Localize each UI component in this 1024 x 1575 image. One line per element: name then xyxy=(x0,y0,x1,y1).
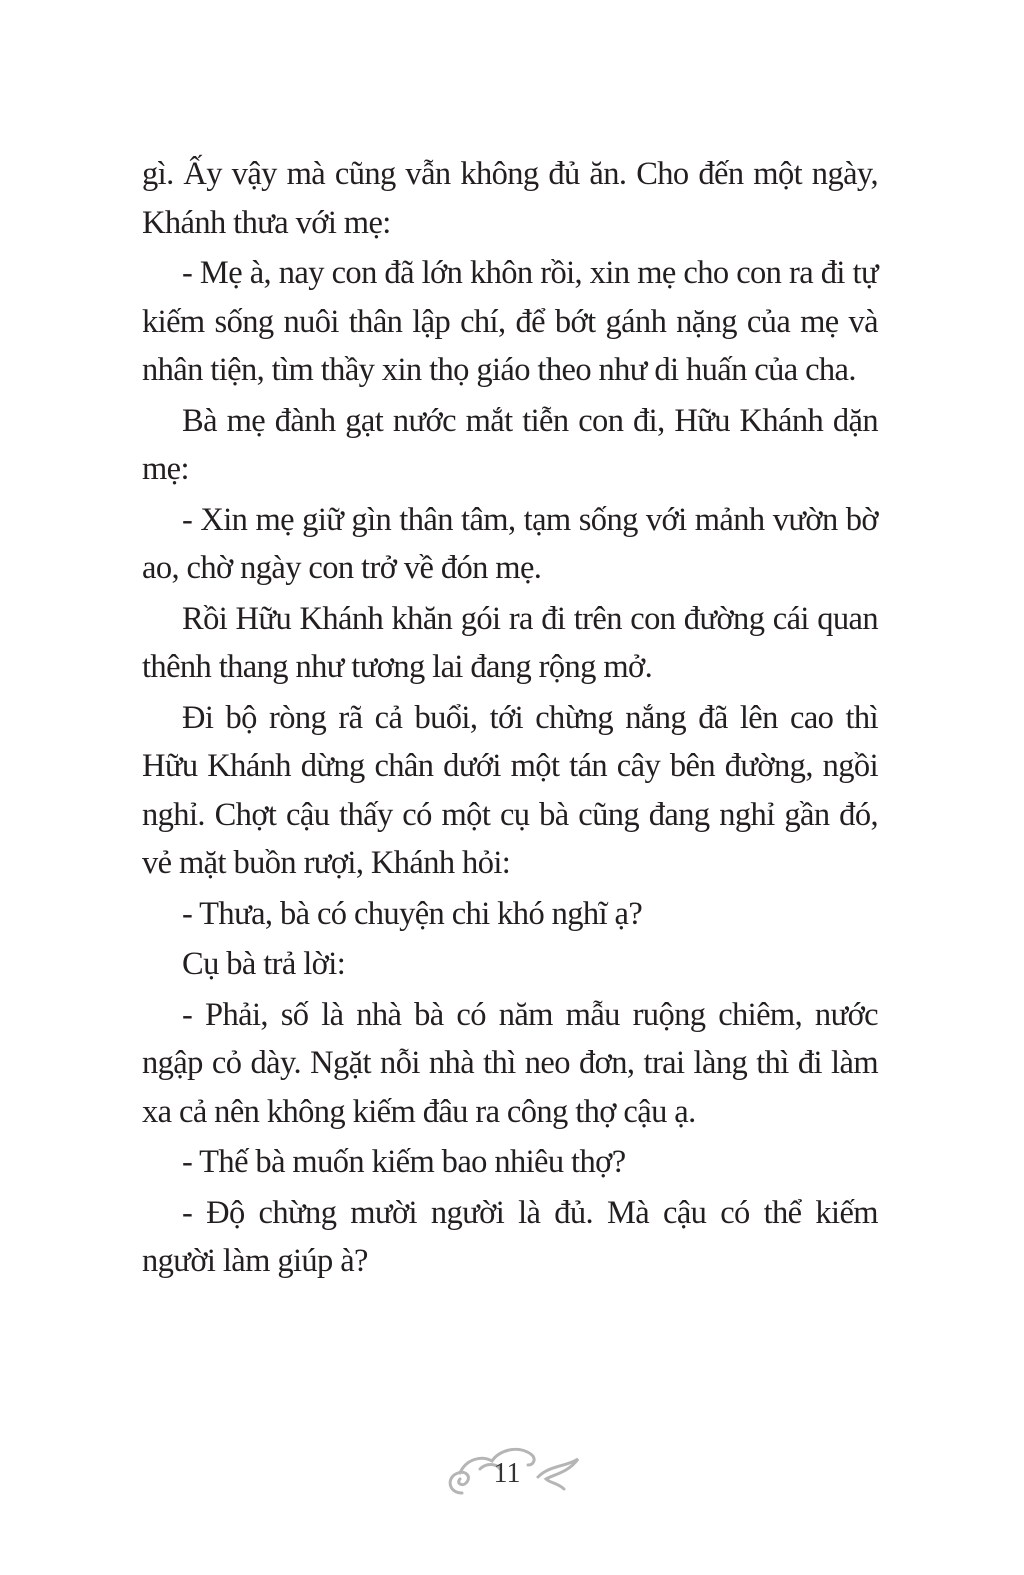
page-number: 11 xyxy=(493,1458,521,1489)
page-footer xyxy=(440,1435,590,1505)
paragraph: - Xin mẹ giữ gìn thân tâm, tạm sống với mảnh vườn bờ ao, chờ ngày con trở về đón mẹ. xyxy=(142,501,878,586)
paragraph: Rồi Hữu Khánh khăn gói ra đi trên con đường cái quan thênh thang như tương lai đang rộng mở. xyxy=(142,600,878,685)
paragraph: - Độ chừng mười người là đủ. Mà cậu có thể kiếm người làm giúp à? xyxy=(142,1194,878,1279)
paragraph: gì. Ấy vậy mà cũng vẫn không đủ ăn. Cho đến một ngày, Khánh thưa với mẹ: xyxy=(142,156,878,241)
paragraph: - Thưa, bà có chuyện chi khó nghĩ ạ? xyxy=(182,895,643,932)
paragraph: Bà mẹ đành gạt nước mắt tiễn con đi, Hữu Khánh dặn mẹ: xyxy=(142,402,878,487)
paragraph: Cụ bà trả lời: xyxy=(182,946,346,982)
paragraph: - Mẹ à, nay con đã lớn khôn rồi, xin mẹ cho con ra đi tự kiếm sống nuôi thân lập chí, để bớt gánh nặng của mẹ và nhân tiện, tìm thầy xin thọ giáo theo như di huấn của cha. xyxy=(142,255,878,388)
paragraph: - Phải, số là nhà bà có năm mẫu ruộng chiêm, nước ngập cỏ dày. Ngặt nỗi nhà thì neo đơn, trai làng thì đi làm xa cả nên không kiếm đâu ra công thợ cậu ạ. xyxy=(142,996,878,1130)
paragraph: Đi bộ ròng rã cả buổi, tới chừng nắng đã lên cao thì Hữu Khánh dừng chân dưới một tán cây bên đường, ngồi nghỉ. Chợt cậu thấy có một cụ bà cũng đang nghỉ gần đó, vẻ mặt buồn rượi, Khánh hỏi: xyxy=(142,699,878,881)
paragraph: - Thế bà muốn kiếm bao nhiêu thợ? xyxy=(182,1144,626,1180)
page-body xyxy=(142,150,878,1288)
